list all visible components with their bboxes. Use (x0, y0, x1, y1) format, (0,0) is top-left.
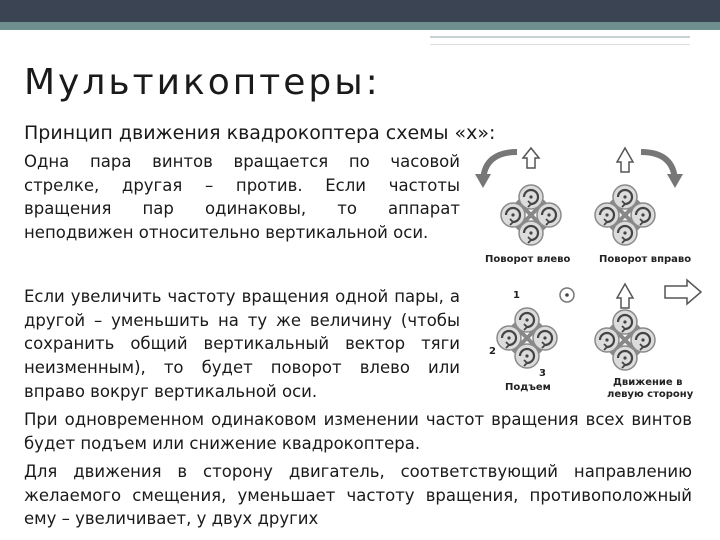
number-3: 3 (539, 368, 546, 379)
header-rule (430, 36, 690, 38)
caption-move-left-1: Движение в (613, 377, 683, 388)
paragraph-lateral-motion: Для движения в сторону двигатель, соответствующий направлению желаемого смещения, уменьшает частоту вращения, противоположный ему – увеличивает, у двух других (24, 462, 692, 529)
number-1: 1 (513, 290, 520, 301)
lift-diagram (489, 288, 574, 393)
paragraph-lift: При одновременном одинаковом изменении частот вращения всех винтов будет подъем или снижение квадрокоптера. (24, 410, 692, 453)
paragraph-yaw-turn: Если увеличить частоту вращения одной пары, а другой – уменьшить на ту же величину (чтобы сохранить общий вертикальный вектор тяги неизменным), то будет поворот влево или вправо вокруг вертикальной оси. (24, 287, 460, 401)
caption-lift: Подъем (505, 382, 551, 393)
slide-title: Мультикоптеры: (24, 62, 381, 103)
turn-left-diagram (475, 148, 571, 265)
turn-right-diagram (595, 148, 691, 265)
paragraph-rotation-pairs: Одна пара винтов вращается по часовой стрелке, другая – против. Если частоты вращения пар одинаковы, то аппарат неподвижен относительно вертикальной оси. (24, 152, 460, 243)
quadcopter-diagram (475, 140, 705, 402)
header-bar (0, 0, 720, 22)
number-2: 2 (489, 346, 496, 357)
move-left-diagram (595, 280, 701, 400)
slide-subtitle: Принцип движения квадрокоптера схемы «х»: (24, 122, 496, 144)
caption-move-left-2: левую сторону (607, 389, 694, 400)
caption-turn-left: Поворот влево (485, 254, 571, 265)
header-rule-thin (430, 44, 690, 45)
header-accent-bar (0, 22, 720, 30)
caption-turn-right: Поворот вправо (599, 254, 692, 265)
